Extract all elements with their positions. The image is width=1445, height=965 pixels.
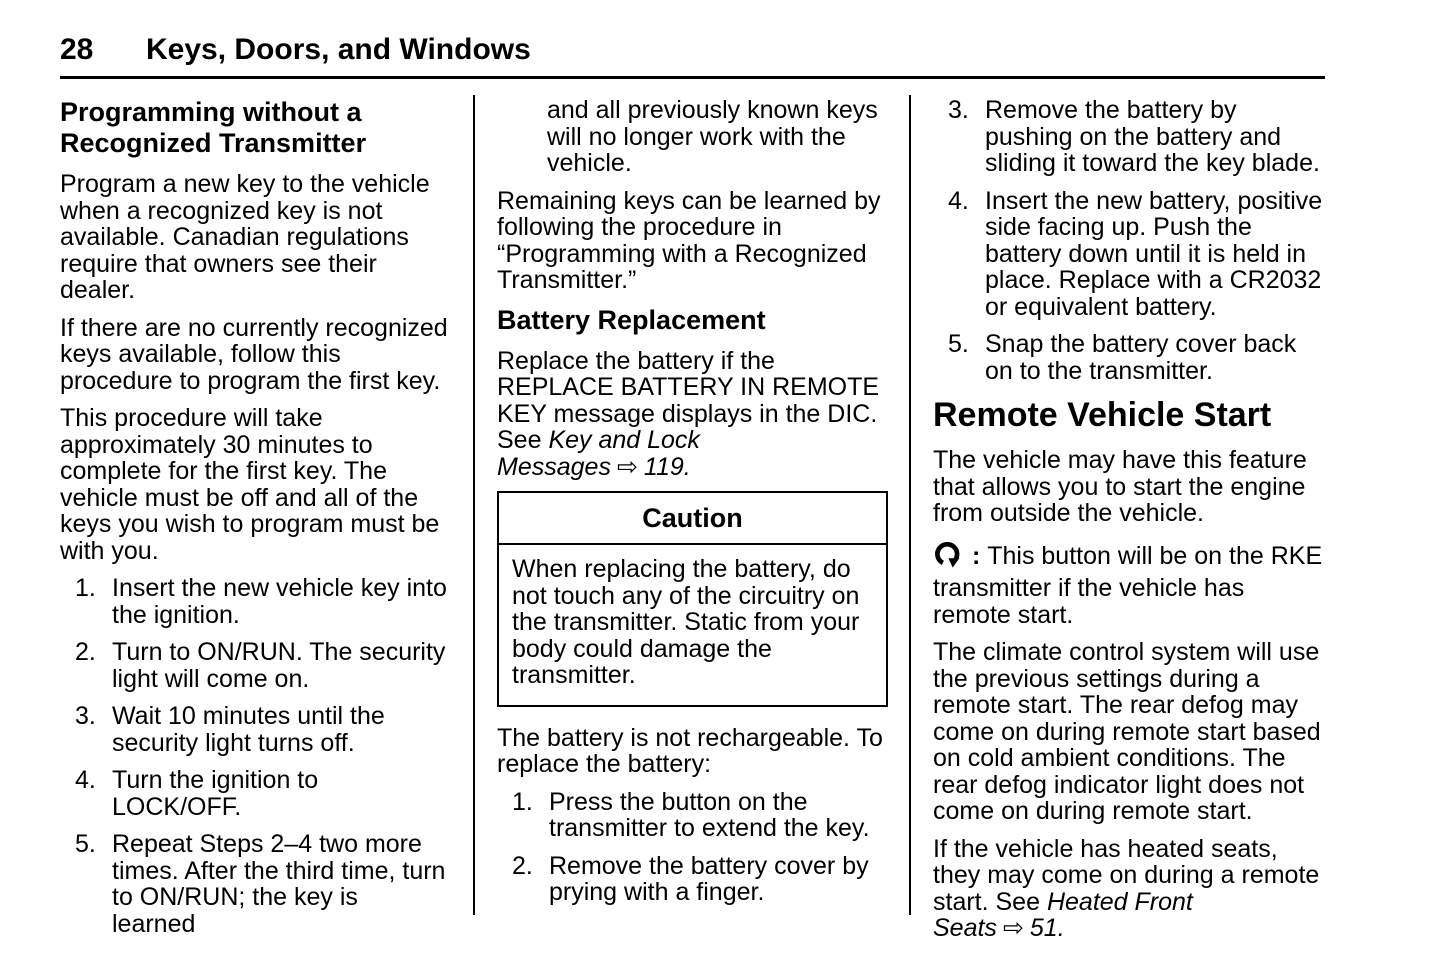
list-item — [497, 853, 888, 906]
list-item-text: Insert the new vehicle key into the ignition. — [112, 574, 447, 629]
list-item-text: Insert the new battery, positive side facing up. Push the battery down until it is held in place. Replace with a CR2032 or equivalent battery. — [985, 186, 1323, 321]
list-item-number: 4. — [948, 186, 969, 215]
cross-reference-page: 51. — [1029, 914, 1065, 942]
section-heading-remote-vehicle-start: Remote Vehicle Start — [933, 396, 1272, 434]
header-rule — [60, 76, 1325, 79]
heated-seats-paragraph — [933, 836, 1324, 942]
page-title: Keys, Doors, and Windows — [146, 33, 531, 66]
list-item — [933, 97, 1324, 177]
list-item-text: Remove the battery by pushing on the battery and sliding it toward the key blade. — [985, 96, 1320, 177]
battery-intro-paragraph — [497, 348, 888, 481]
list-item — [60, 831, 448, 937]
paragraph: Program a new key to the vehicle when a recognized key is not available. Canadian regulations require that owners see their dealer. — [60, 170, 430, 304]
column-divider-1 — [473, 95, 475, 915]
paragraph: The vehicle may have this feature that allows you to start the engine from outside the vehicle. — [933, 446, 1307, 527]
remote-start-button-note — [933, 538, 1324, 629]
column-2 — [497, 97, 888, 917]
cross-reference-title: Heated Front Seats — [933, 887, 1193, 942]
list-item — [497, 789, 888, 842]
list-item-text: Repeat Steps 2–4 two more times. After the third time, turn to ON/RUN; the key is learned — [112, 830, 446, 938]
list-item-number: 3. — [75, 702, 96, 730]
column-1 — [60, 97, 448, 948]
list-item — [60, 639, 448, 692]
paragraph-text: If the vehicle has heated seats, they may come on during a remote start. See — [933, 834, 1320, 916]
list-item — [933, 331, 1324, 384]
paragraph: If there are no currently recognized keys available, follow this procedure to program the first key. — [60, 313, 448, 395]
cross-reference-title: Key and Lock Messages — [497, 426, 700, 481]
caution-box — [497, 491, 888, 707]
paragraph: The climate control system will use the previous settings during a remote start. The rear defog may come on during remote start based on cold ambient conditions. The rear defog indicator light does not come on during remote start. — [933, 638, 1321, 825]
column-3 — [933, 97, 1324, 953]
list-item-number: 5. — [948, 330, 969, 358]
list-item-text: Remove the battery cover by prying with a finger. — [549, 851, 869, 906]
list-item-number: 4. — [75, 766, 96, 794]
paragraph-text: Replace the battery if the REPLACE BATTERY IN REMOTE KEY message displays in the DIC. See — [497, 346, 880, 454]
list-item-text: Wait 10 minutes until the security light turns off. — [112, 702, 385, 757]
paragraph: The battery is not rechargeable. To replace the battery: — [497, 723, 883, 778]
cross-reference-arrow-icon: ⇨ — [1002, 914, 1024, 942]
list-item — [933, 188, 1324, 321]
list-item — [60, 767, 448, 820]
list-item-number: 2. — [512, 851, 533, 880]
paragraph: This procedure will take approximately 30 minutes to complete for the first key. The vehicle must be off and all of the keys you wish to program must be with you. — [60, 404, 440, 565]
list-item-text: Turn to ON/RUN. The security light will come on. — [112, 638, 446, 693]
list-item-text: Snap the battery cover back on to the transmitter. — [985, 330, 1297, 385]
list-item-number: 2. — [75, 638, 96, 666]
list-item-continuation: and all previously known keys will no longer work with the vehicle. — [547, 96, 878, 177]
paragraph: Remaining keys can be learned by following the procedure in “Programming with a Recognized Transmitter.” — [497, 186, 881, 294]
list-item-number: 1. — [75, 574, 96, 602]
page-number: 28 — [60, 33, 94, 66]
colon-separator: : — [965, 541, 988, 570]
list-item-number: 5. — [75, 830, 96, 858]
list-item-number: 1. — [512, 787, 533, 816]
list-item-number: 3. — [948, 96, 969, 124]
list-item-text: Press the button on the transmitter to extend the key. — [549, 787, 870, 842]
cross-reference-arrow-icon: ⇨ — [616, 452, 638, 481]
list-item — [60, 575, 448, 628]
list-item — [60, 703, 448, 756]
paragraph-text: This button will be on the RKE transmitter if the vehicle has remote start. — [933, 541, 1323, 629]
section-heading-programming: Programming without a Recognized Transmitter — [60, 97, 367, 158]
remote-start-icon — [933, 538, 963, 576]
caution-title: Caution — [499, 493, 886, 545]
caution-text: When replacing the battery, do not touch any of the circuitry on the transmitter. Static from your body could damage the transmitter. — [512, 555, 860, 689]
cross-reference-page: 119. — [643, 452, 691, 481]
section-heading-battery: Battery Replacement — [497, 304, 766, 335]
list-item-text: Turn the ignition to LOCK/OFF. — [112, 766, 319, 821]
column-divider-2 — [909, 95, 911, 915]
